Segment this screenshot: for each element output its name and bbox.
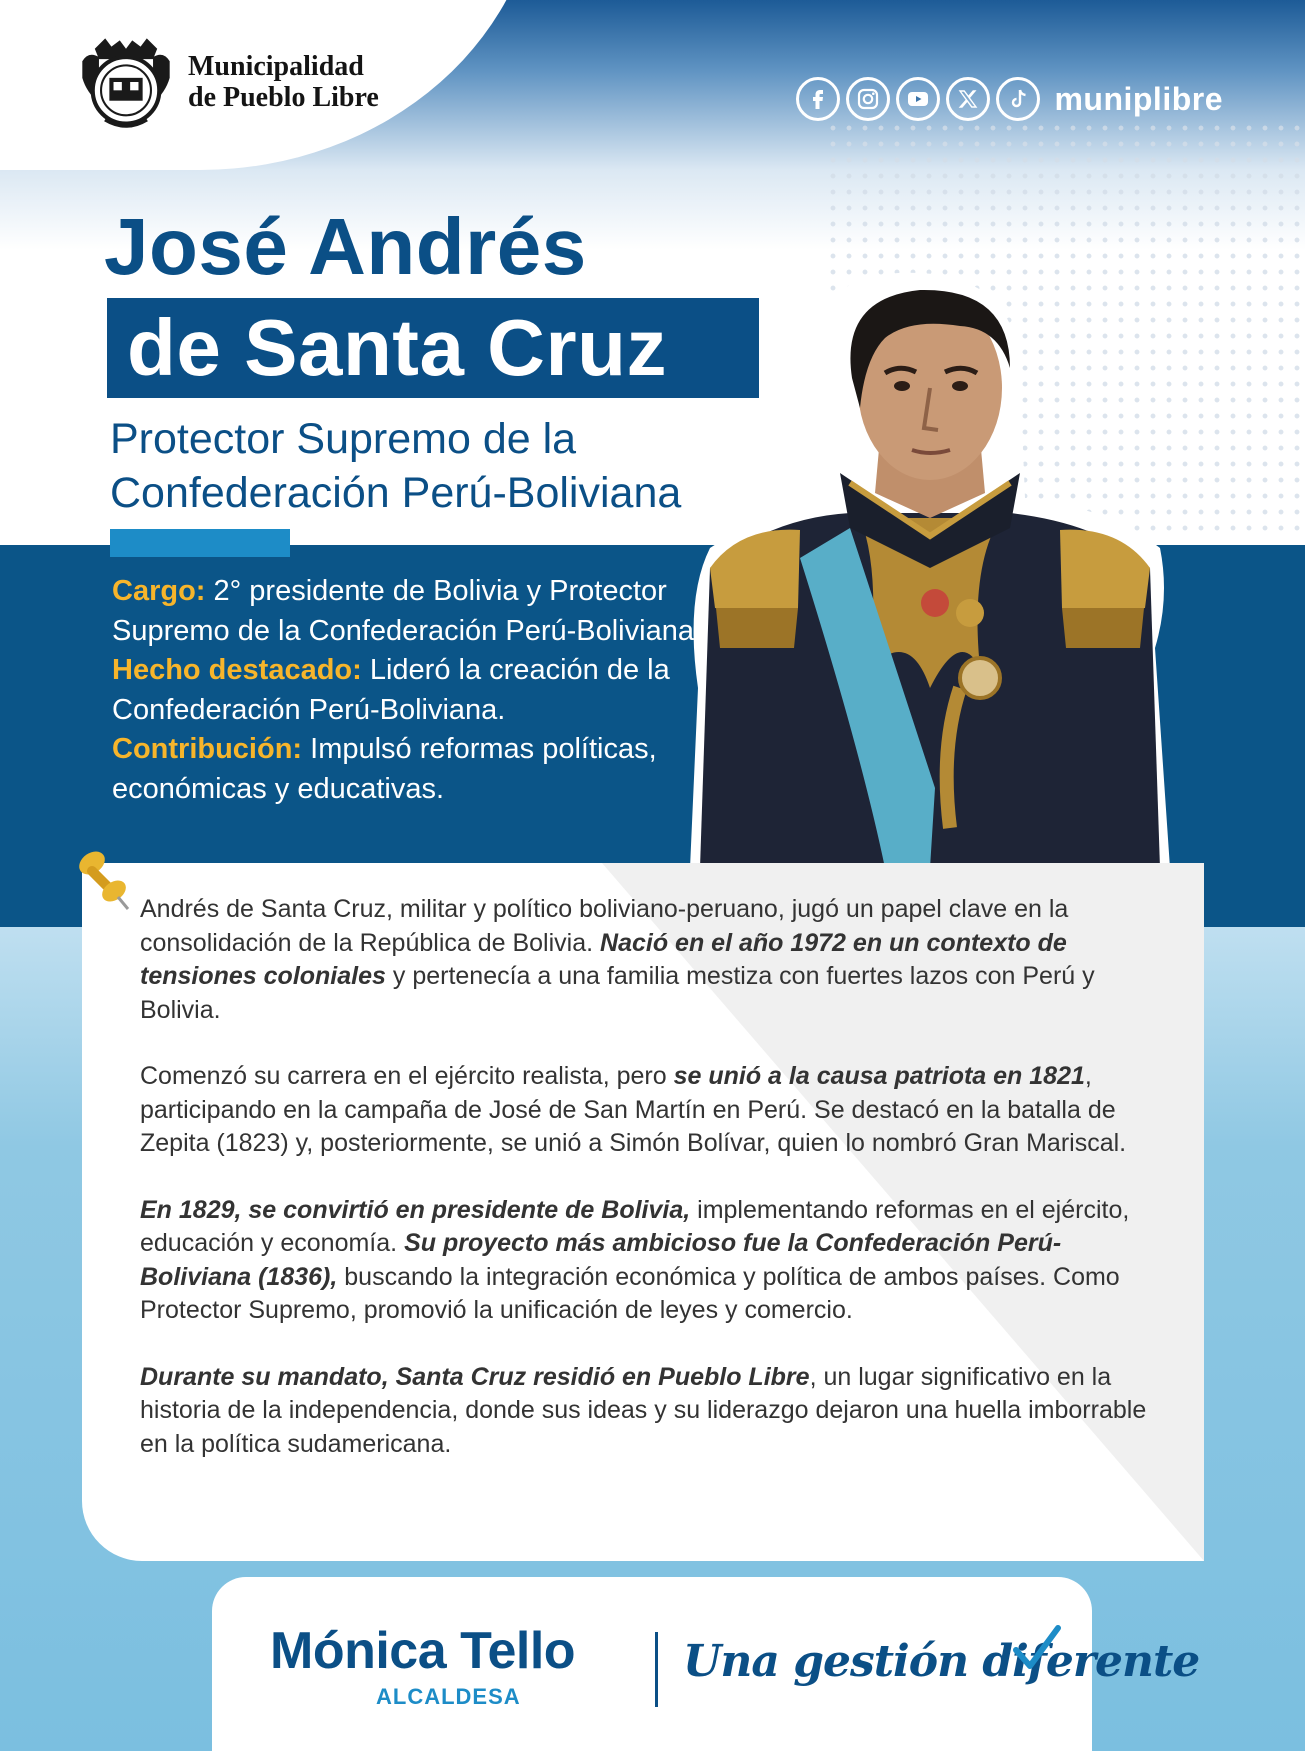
org-line-1: Municipalidad: [188, 51, 364, 82]
emphasis: En 1829, se convirtió en presidente de Bolivia,: [140, 1195, 691, 1224]
mayor-role: ALCALDESA: [376, 1684, 521, 1709]
fact-text: Lideró la creación de la Confederación Perú-Boliviana.: [112, 654, 670, 726]
crest-icon: [74, 30, 178, 134]
paragraph-2: [140, 1060, 1170, 1161]
paragraph-1: [140, 893, 1170, 1027]
emphasis: Su proyecto más ambicioso fue la Confederación Perú-Boliviana (1836),: [140, 1229, 1062, 1291]
tiktok-icon[interactable]: [996, 77, 1040, 121]
biography-card: [82, 863, 1204, 1561]
facts-list: [112, 572, 702, 809]
accent-bar: [110, 529, 290, 557]
slogan: Una gestión diferente: [683, 1636, 1200, 1687]
mayor-name: Mónica Tello: [270, 1622, 576, 1680]
org-line-2: de Pueblo Libre: [188, 82, 379, 113]
fact-cargo: [112, 572, 702, 651]
title-line-2: de Santa Cruz: [127, 303, 667, 392]
biography-text: [140, 893, 1170, 1494]
fact-label: Cargo:: [112, 575, 206, 607]
youtube-icon[interactable]: [896, 77, 940, 121]
text-span: Andrés de Santa Cruz, militar y político boliviano-peruano, jugó un papel clave en la consolidación de la República de Bolivia.: [140, 895, 1069, 957]
fact-text: 2° presidente de Bolivia y Protector Supremo de la Confederación Perú-Boliviana: [112, 575, 694, 647]
text-span: buscando la integración económica y política de ambos países. Como Protector Supremo, promovió la unificación de leyes y comercio.: [140, 1262, 1120, 1324]
fact-text: Impulsó reformas políticas, económicas y educativas.: [112, 733, 657, 805]
fact-label: Hecho destacado:: [112, 654, 362, 686]
paragraph-3: [140, 1194, 1170, 1328]
x-icon[interactable]: [946, 77, 990, 121]
title-line-1: José Andrés: [104, 202, 587, 291]
paragraph-4: [140, 1361, 1170, 1462]
municipality-name: [188, 51, 379, 113]
footer-divider: [655, 1632, 658, 1707]
text-span: , un lugar significativo en la historia de la independencia, donde sus ideas y su liderazgo dejaron una huella imborrable en la política sudamericana.: [140, 1362, 1147, 1458]
social-links: [796, 77, 1223, 121]
text-span: y pertenecía a una familia mestiza con fuertes lazos con Perú y Bolivia.: [140, 962, 1095, 1024]
subtitle-line-1: Protector Supremo de la: [110, 415, 577, 463]
text-span: , participando en la campaña de José de San Martín en Perú. Se destacó en la batalla de Zepita (1823) y, posteriormente, se unió a Simón Bolívar, quien lo nombró Gran Mariscal.: [140, 1062, 1127, 1157]
fact-contribucion: [112, 730, 702, 809]
subtitle-line-2: Confederación Perú-Boliviana: [110, 469, 682, 517]
text-span: implementando reformas en el ejército, educación y economía.: [140, 1195, 1130, 1257]
fact-label: Contribución:: [112, 733, 303, 765]
fact-hecho: [112, 651, 702, 730]
text-span: Comenzó su carrera en el ejército realista, pero: [140, 1062, 674, 1090]
checkmark-icon: [1010, 1622, 1062, 1674]
emphasis: Durante su mandato, Santa Cruz residió en Pueblo Libre: [140, 1362, 810, 1391]
emphasis: se unió a la causa patriota en 1821: [673, 1062, 1085, 1090]
portrait-image: [680, 268, 1180, 868]
social-handle[interactable]: muniplibre: [1054, 80, 1223, 117]
instagram-icon[interactable]: [846, 77, 890, 121]
facebook-icon[interactable]: [796, 77, 840, 121]
pushpin-icon: [70, 845, 140, 915]
municipality-logo[interactable]: [74, 30, 379, 134]
emphasis: Nació en el año 1972 en un contexto de tensiones coloniales: [140, 928, 1067, 990]
